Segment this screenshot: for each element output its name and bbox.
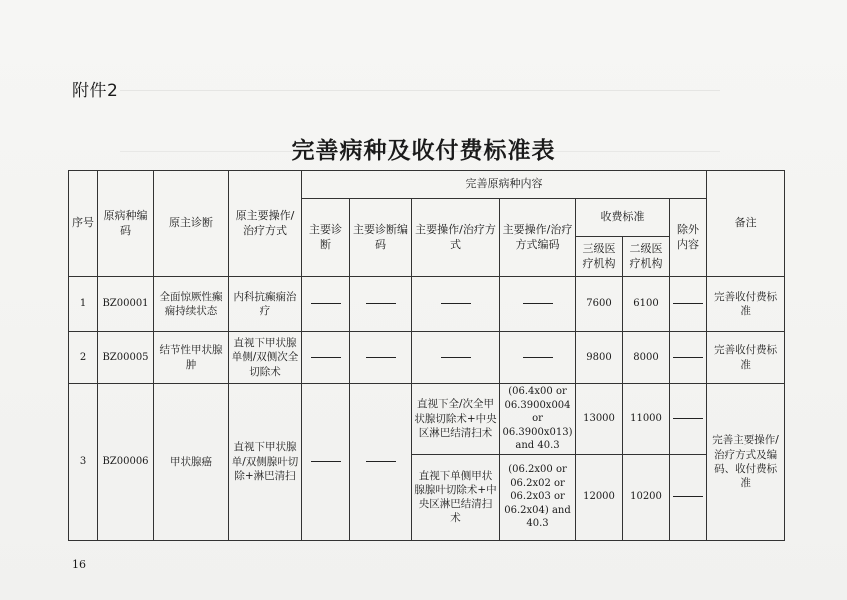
header-code: 原病种编码 xyxy=(98,171,154,277)
empty-main-operation xyxy=(412,277,500,332)
header-main-op-code: 主要操作/治疗方式编码 xyxy=(500,199,576,277)
row-operation: 直视下甲状腺单侧/双侧次全切除术 xyxy=(229,332,302,384)
sub-fee-tier2: 10200 xyxy=(623,454,670,540)
dash-mark xyxy=(523,357,553,358)
dash-mark xyxy=(441,303,471,304)
sub-fee-tier3: 12000 xyxy=(576,454,623,540)
header-content-group: 完善原病种内容 xyxy=(302,171,707,199)
row-code: BZ00001 xyxy=(98,277,154,332)
row-diagnosis: 全面惊厥性癫痫持续状态 xyxy=(154,277,229,332)
sub-main-operation: 直视下单侧甲状腺腺叶切除术+中央区淋巴结清扫术 xyxy=(412,454,500,540)
dash-mark xyxy=(311,461,341,462)
sub-fee-tier3: 13000 xyxy=(576,384,623,455)
empty-main-diagnosis xyxy=(302,277,350,332)
table-row xyxy=(69,277,785,332)
row-remark: 完善收付费标准 xyxy=(707,277,785,332)
row-operation: 直视下甲状腺单/双侧腺叶切除+淋巴清扫 xyxy=(229,384,302,541)
table-row xyxy=(69,384,785,455)
dash-mark xyxy=(311,357,341,358)
sub-main-op-code: (06.4x00 or 06.3900x004 or 06.3900x013) and 40.3 xyxy=(500,384,576,455)
dash-mark xyxy=(673,303,703,304)
dash-mark xyxy=(366,461,396,462)
empty-exclusion xyxy=(670,277,707,332)
row-operation: 内科抗癫痫治疗 xyxy=(229,277,302,332)
empty-main-diag-code xyxy=(350,332,412,384)
empty-main-op-code xyxy=(500,277,576,332)
dash-mark xyxy=(673,357,703,358)
row-fee-tier2: 8000 xyxy=(623,332,670,384)
row-fee-tier2: 6100 xyxy=(623,277,670,332)
empty-exclusion xyxy=(670,384,707,455)
page-title: 完善病种及收付费标准表 xyxy=(291,138,556,164)
table-row xyxy=(69,332,785,384)
row-remark: 完善主要操作/治疗方式及编码、收付费标准 xyxy=(707,384,785,541)
header-main-diag-code: 主要诊断编码 xyxy=(350,199,412,277)
header-fee-group: 收费标准 xyxy=(576,199,670,237)
empty-exclusion xyxy=(670,454,707,540)
header-exclusion: 除外内容 xyxy=(670,199,707,277)
header-tier3: 三级医疗机构 xyxy=(576,237,623,277)
dash-mark xyxy=(673,418,703,419)
row-diagnosis: 结节性甲状腺肿 xyxy=(154,332,229,384)
header-diagnosis: 原主诊断 xyxy=(154,171,229,277)
attachment-label: 附件2 xyxy=(72,81,119,101)
header-operation: 原主要操作/治疗方式 xyxy=(229,171,302,277)
header-main-diagnosis: 主要诊断 xyxy=(302,199,350,277)
dash-mark xyxy=(523,303,553,304)
sub-main-operation: 直视下全/次全甲状腺切除术+中央区淋巴结清扫术 xyxy=(412,384,500,455)
empty-main-diagnosis xyxy=(302,384,350,541)
dash-mark xyxy=(673,496,703,497)
row-diagnosis: 甲状腺癌 xyxy=(154,384,229,541)
row-code: BZ00005 xyxy=(98,332,154,384)
header-remark: 备注 xyxy=(707,171,785,277)
dash-mark xyxy=(441,357,471,358)
header-seq: 序号 xyxy=(69,171,98,277)
empty-exclusion xyxy=(670,332,707,384)
page-number: 16 xyxy=(72,558,86,571)
row-code: BZ00006 xyxy=(98,384,154,541)
dash-mark xyxy=(366,357,396,358)
sub-fee-tier2: 11000 xyxy=(623,384,670,455)
row-seq: 1 xyxy=(69,277,98,332)
row-fee-tier3: 7600 xyxy=(576,277,623,332)
row-fee-tier3: 9800 xyxy=(576,332,623,384)
row-remark: 完善收付费标准 xyxy=(707,332,785,384)
header-tier2: 二级医疗机构 xyxy=(623,237,670,277)
empty-main-diag-code xyxy=(350,277,412,332)
row-seq: 3 xyxy=(69,384,98,541)
header-main-operation: 主要操作/治疗方式 xyxy=(412,199,500,277)
empty-main-op-code xyxy=(500,332,576,384)
fee-standard-table xyxy=(68,170,785,541)
sub-main-op-code: (06.2x00 or 06.2x02 or 06.2x03 or 06.2x04) and 40.3 xyxy=(500,454,576,540)
empty-main-diagnosis xyxy=(302,332,350,384)
row-seq: 2 xyxy=(69,332,98,384)
dash-mark xyxy=(366,303,396,304)
empty-main-diag-code xyxy=(350,384,412,541)
empty-main-operation xyxy=(412,332,500,384)
dash-mark xyxy=(311,303,341,304)
header-row-1 xyxy=(69,171,785,199)
